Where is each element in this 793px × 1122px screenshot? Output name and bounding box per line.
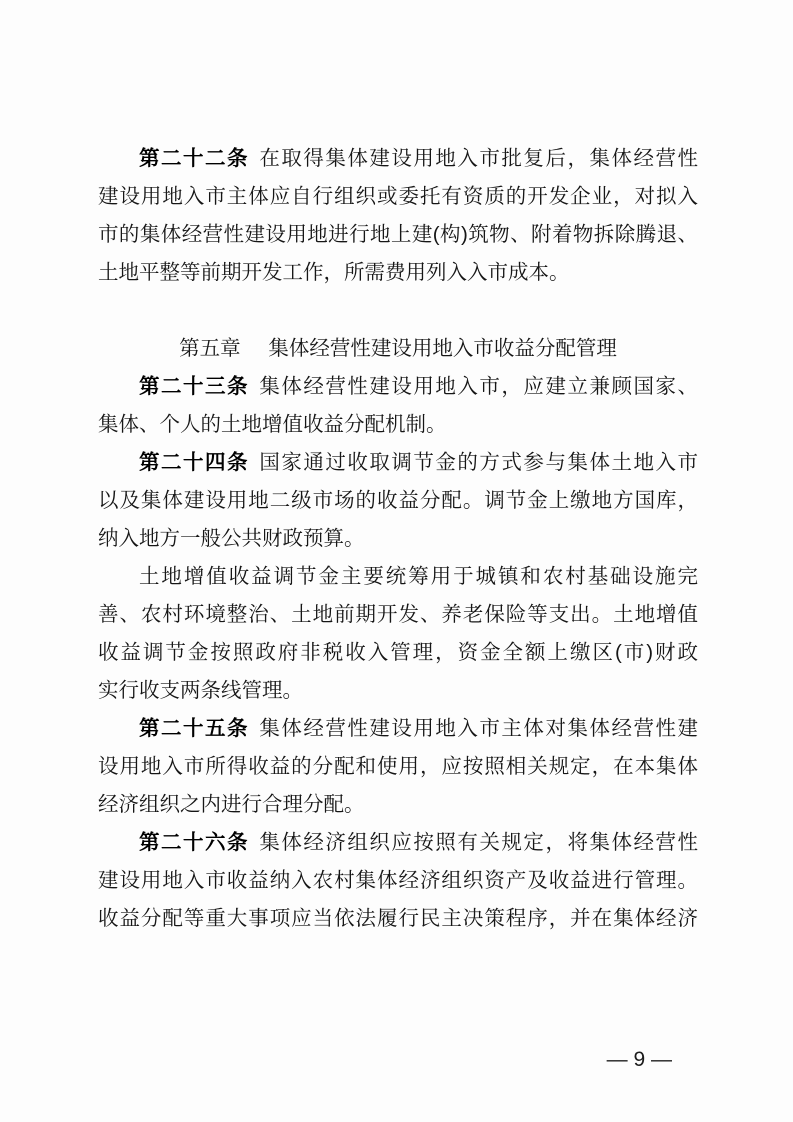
text-line: 土地增值收益调节金主要统筹用于城镇和农村基础设施完 <box>139 565 698 588</box>
chapter-number: 第五章 <box>179 337 241 360</box>
page-footer <box>583 1024 672 1096</box>
page-number: — 9 — <box>606 1048 672 1071</box>
text-line: 收益分配等重大事项应当依法履行民主决策程序，并在集体经济 <box>98 907 698 930</box>
article-23 <box>98 368 698 444</box>
text-line <box>98 368 698 406</box>
text-line: 收益调节金按照政府非税收入管理，资金全额上缴区(市)财政 <box>98 641 698 664</box>
text-line: 土地平整等前期开发工作，所需费用列入入市成本。 <box>98 261 570 284</box>
line-text: 集体经济组织应按照有关规定，将集体经营性 <box>259 831 698 854</box>
line-text: 集体经营性建设用地入市主体对集体经营性建 <box>259 717 698 740</box>
text-line <box>98 710 698 748</box>
text-line <box>98 824 698 862</box>
text-line <box>98 444 698 482</box>
article-number: 第二十三条 <box>139 375 250 398</box>
text-line <box>98 140 698 178</box>
text-line: 设用地入市所得收益的分配和使用，应按照相关规定，在本集体 <box>98 755 698 778</box>
land-value-increment-fund-paragraph <box>98 558 698 710</box>
article-number: 第二十六条 <box>139 831 250 854</box>
article-number: 第二十五条 <box>139 717 250 740</box>
text-line: 集体、个人的土地增值收益分配机制。 <box>98 413 447 436</box>
text-line: 实行收支两条线管理。 <box>98 679 303 702</box>
text-line: 建设用地入市主体应自行组织或委托有资质的开发企业，对拟入 <box>98 185 698 208</box>
article-25 <box>98 710 698 824</box>
text-line: 经济组织之内进行合理分配。 <box>98 793 365 816</box>
article-22 <box>98 140 698 292</box>
article-number: 第二十二条 <box>139 147 250 170</box>
line-text: 集体经营性建设用地入市，应建立兼顾国家、 <box>259 375 698 398</box>
chapter-title: 集体经营性建设用地入市收益分配管理 <box>268 337 617 360</box>
document-body <box>98 140 698 938</box>
article-number: 第二十四条 <box>139 451 250 474</box>
text-line: 市的集体经营性建设用地进行地上建(构)筑物、附着物拆除腾退、 <box>98 223 698 246</box>
article-24 <box>98 444 698 558</box>
text-line: 建设用地入市收益纳入农村集体经济组织资产及收益进行管理。 <box>98 869 698 892</box>
text-line: 善、农村环境整治、土地前期开发、养老保险等支出。土地增值 <box>98 603 698 626</box>
line-text: 国家通过收取调节金的方式参与集体土地入市 <box>259 451 698 474</box>
article-26 <box>98 824 698 938</box>
text-line: 以及集体建设用地二级市场的收益分配。调节金上缴地方国库， <box>98 489 698 512</box>
chapter-heading <box>98 330 698 368</box>
line-text: 在取得集体建设用地入市批复后，集体经营性 <box>259 147 698 170</box>
text-line: 纳入地方一般公共财政预算。 <box>98 527 365 550</box>
